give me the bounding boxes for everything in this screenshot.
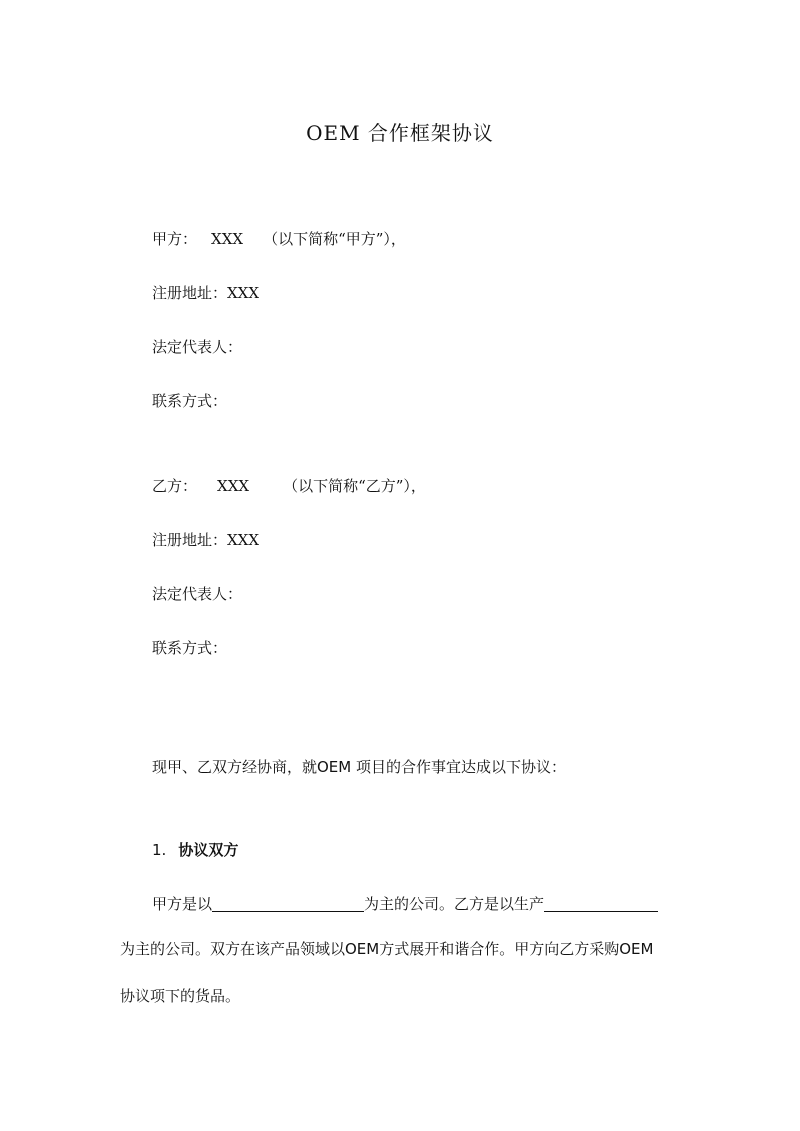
section-1-text-b: 为主的公司。乙方是以生产 — [364, 895, 545, 913]
party-b-representative: 法定代表人： — [152, 585, 243, 603]
party-a-line — [152, 228, 406, 249]
party-a-label: 甲方： — [152, 230, 198, 248]
party-a-representative: 法定代表人： — [152, 338, 243, 356]
party-b-contact: 联系方式： — [152, 639, 228, 657]
blank-field-main-business — [212, 897, 364, 912]
section-1-title: 协议双方 — [178, 841, 239, 859]
party-b-name: XXX — [217, 477, 250, 495]
party-a-name: XXX — [211, 230, 244, 248]
party-a-address: 注册地址：XXX — [152, 284, 260, 302]
section-1-heading — [152, 839, 238, 860]
blank-field-product — [544, 897, 658, 912]
party-b-label: 乙方： — [152, 477, 198, 495]
section-1-line-2: 为主的公司。双方在该产品领域以OEM方式展开和谐合作。甲方向乙方采购OEM — [120, 940, 654, 958]
party-a-contact: 联系方式： — [152, 392, 228, 410]
party-a-alias: （以下简称“甲方”）， — [263, 230, 406, 248]
section-1-number: 1. — [152, 841, 167, 859]
document-title: OEM 合作框架协议 — [306, 121, 494, 145]
party-b-address: 注册地址：XXX — [152, 531, 260, 549]
section-1-line-3: 协议项下的货品。 — [120, 987, 241, 1005]
intro-paragraph: 现甲、乙双方经协商，就OEM 项目的合作事宜达成以下协议： — [152, 758, 566, 776]
party-b-line — [152, 475, 426, 496]
section-1-text-a: 甲方是以 — [152, 895, 213, 913]
section-1-line-1 — [152, 893, 658, 914]
party-b-alias: （以下简称“乙方”）， — [283, 477, 426, 495]
